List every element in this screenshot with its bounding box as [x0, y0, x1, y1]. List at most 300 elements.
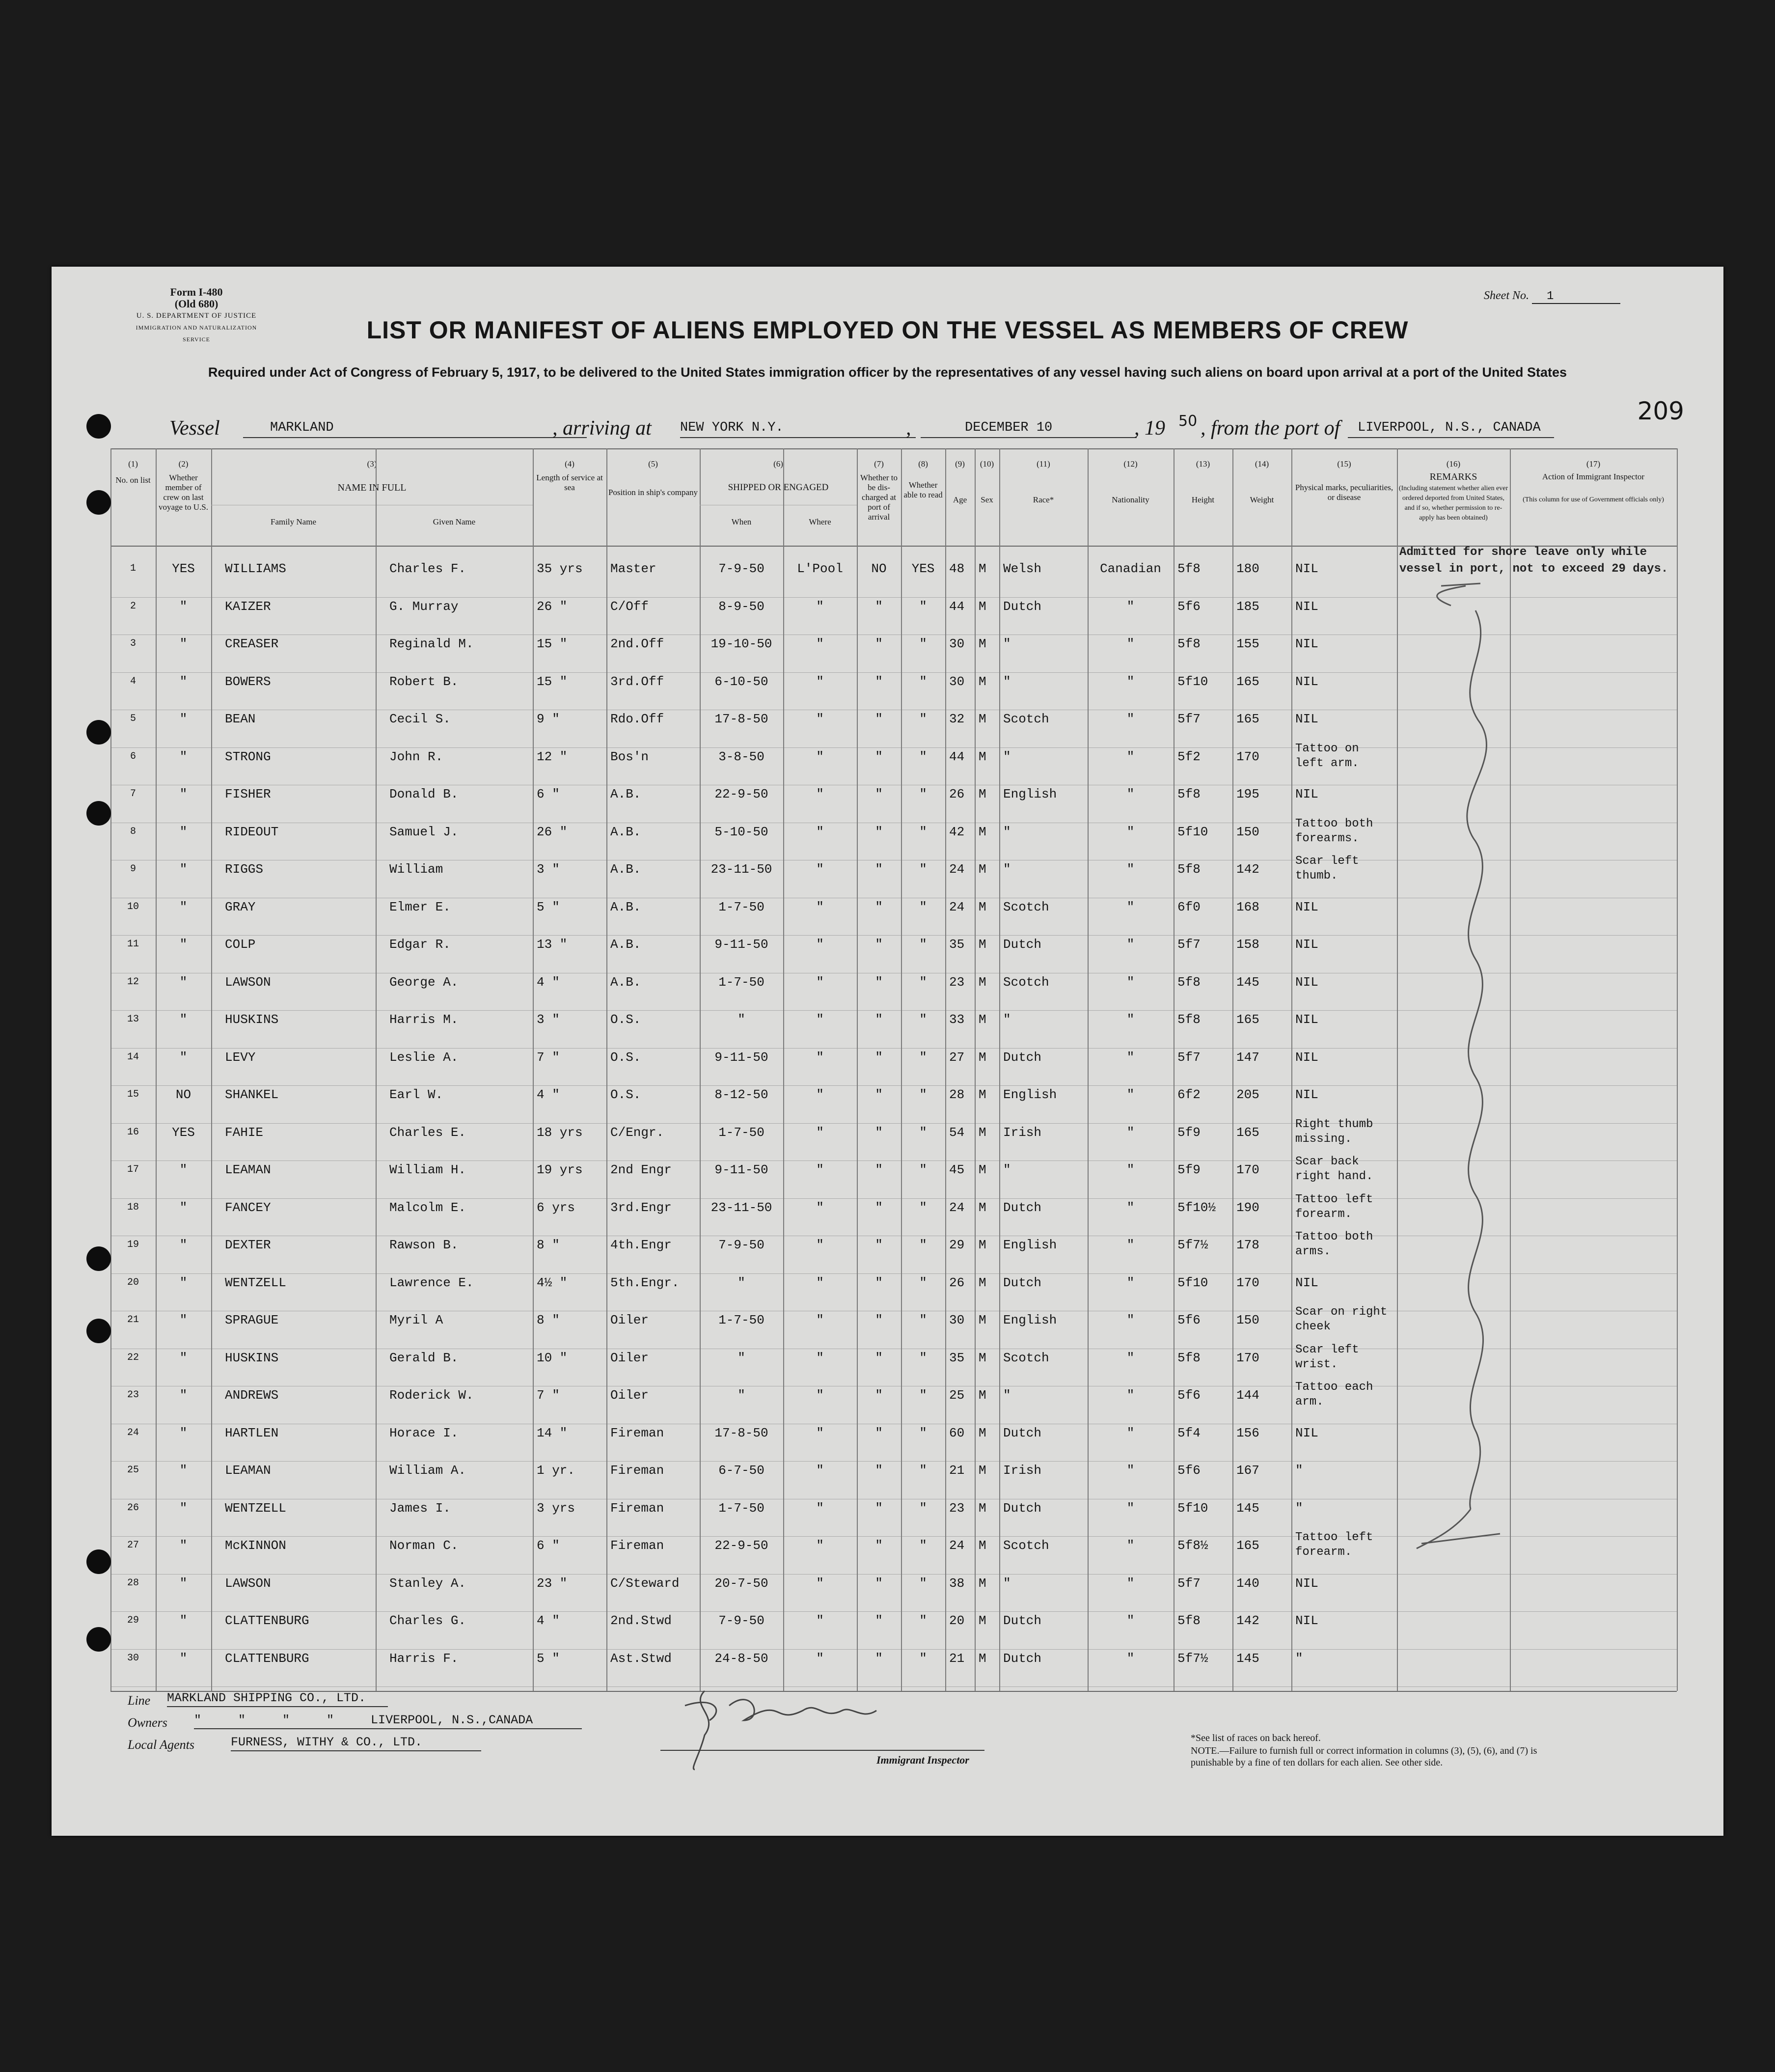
cell-sex: M	[979, 1500, 986, 1516]
departure-port: LIVERPOOL, N.S., CANADA	[1358, 420, 1541, 435]
cell-weight: 178	[1236, 1238, 1259, 1252]
cell-given: William A.	[389, 1463, 466, 1478]
column-rule	[1291, 448, 1292, 1691]
cell-disch: "	[875, 1651, 883, 1666]
cell-sex: M	[979, 1313, 986, 1327]
header-c10: Sex	[981, 495, 993, 504]
cell-last: "	[179, 1238, 188, 1252]
cell-read: "	[919, 599, 927, 614]
cell-no: 6	[130, 750, 136, 762]
cell-height: 5f9	[1177, 1125, 1201, 1140]
cell-weight: 150	[1236, 824, 1259, 839]
header-c9n: (9)	[955, 459, 965, 469]
cell-where: "	[816, 674, 824, 689]
cell-last: "	[179, 749, 188, 764]
cell-family: ANDREWS	[225, 1388, 279, 1403]
cell-last: "	[179, 787, 188, 801]
cell-where: "	[816, 599, 824, 614]
cell-nat: "	[1126, 1388, 1135, 1403]
cell-no: 20	[127, 1276, 139, 1288]
cell-service: 10 "	[537, 1350, 568, 1365]
cell-service: 5 "	[537, 1651, 560, 1666]
cell-weight: 142	[1236, 1613, 1259, 1628]
cell-when: 7-9-50	[718, 1613, 765, 1628]
cell-when: "	[737, 1012, 745, 1027]
cell-where: "	[816, 1463, 824, 1478]
cell-where: "	[816, 1388, 824, 1403]
column-rule	[1510, 448, 1511, 1691]
cell-given: Edgar R.	[389, 937, 451, 952]
cell-position: 5th.Engr.	[610, 1275, 680, 1290]
cell-position: A.B.	[610, 974, 641, 990]
cell-last: "	[179, 862, 188, 877]
cell-family: HARTLEN	[225, 1425, 279, 1440]
cell-race: Dutch	[1003, 1613, 1042, 1628]
column-rule	[975, 448, 976, 1691]
cell-read: "	[919, 674, 927, 689]
cell-weight: 147	[1236, 1050, 1259, 1065]
cell-weight: 170	[1236, 749, 1259, 764]
cell-disch: "	[875, 1200, 883, 1215]
cell-weight: 165	[1236, 1538, 1259, 1553]
cell-position: Oiler	[610, 1388, 649, 1403]
cell-position: O.S.	[610, 1012, 641, 1027]
cell-sex: M	[979, 1125, 986, 1140]
cell-read: "	[919, 1651, 927, 1666]
cell-disch: "	[875, 1162, 883, 1177]
cell-when: 17-8-50	[714, 712, 768, 726]
header-c11n: (11)	[1037, 459, 1050, 469]
cell-disch: "	[875, 1613, 883, 1628]
cell-position: Oiler	[610, 1313, 649, 1327]
document-subtitle: Required under Act of Congress of February 5, 1917, to be delivered to the United States immigration officer by the representatives of any vessel having such aliens on board upon arrival at a port of the United States	[208, 365, 1567, 380]
row-rule	[110, 1649, 1677, 1650]
cell-height: 5f7½	[1177, 1651, 1208, 1666]
cell-height: 5f4	[1177, 1425, 1201, 1440]
cell-sex: M	[979, 1575, 986, 1591]
cell-sex: M	[979, 1463, 986, 1478]
cell-given: William	[389, 862, 443, 877]
cell-disch: "	[875, 749, 883, 764]
cell-service: 7 "	[537, 1388, 560, 1403]
cell-age: 24	[949, 862, 965, 877]
cell-given: James I.	[389, 1500, 451, 1516]
cell-when: 17-8-50	[714, 1425, 768, 1440]
cell-family: WENTZELL	[225, 1275, 286, 1290]
cell-when: 19-10-50	[710, 636, 772, 651]
voyage-line: Vessel MARKLAND , arriving at NEW YORK N.Y. , DECEMBER 10 , 19 50 , from the port of LIVERPOOL, N.S., CANADA	[169, 416, 1554, 441]
cell-sex: M	[979, 937, 986, 952]
column-rule	[1677, 448, 1678, 1691]
cell-race: "	[1003, 674, 1011, 689]
header-c6n: (6)	[773, 459, 783, 469]
cell-nat: "	[1126, 1200, 1135, 1215]
cell-age: 20	[949, 1613, 965, 1628]
arrival-port: NEW YORK N.Y.	[680, 420, 784, 435]
cell-given: George A.	[389, 974, 459, 990]
cell-read: "	[919, 1575, 927, 1591]
cell-when: 3-8-50	[718, 749, 765, 764]
cell-age: 30	[949, 674, 965, 689]
cell-disch: "	[875, 824, 883, 839]
sheet-number	[1484, 289, 1620, 304]
punch-hole	[86, 1549, 111, 1574]
header-c16: REMARKS	[1429, 471, 1477, 482]
cell-given: Cecil S.	[389, 712, 451, 726]
cell-service: 23 "	[537, 1575, 568, 1591]
cell-no: 28	[127, 1577, 139, 1589]
cell-marks: Right thumb missing.	[1295, 1117, 1373, 1146]
cell-position: A.B.	[610, 787, 641, 801]
cell-service: 1 yr.	[537, 1463, 575, 1478]
cell-service: 8 "	[537, 1313, 560, 1327]
cell-marks: NIL	[1295, 787, 1318, 801]
cell-where: "	[816, 1012, 824, 1027]
shipping-line: MARKLAND SHIPPING CO., LTD.	[167, 1691, 388, 1707]
cell-height: 5f2	[1177, 749, 1201, 764]
cell-service: 26 "	[537, 599, 568, 614]
cell-where: L'Pool	[797, 561, 843, 576]
cell-where: "	[816, 862, 824, 877]
sheet-value: 1	[1532, 290, 1620, 304]
header-c3a: Family Name	[270, 517, 316, 526]
cell-height: 5f10	[1177, 1275, 1208, 1290]
header-c8: Whether able to read	[903, 480, 943, 499]
cell-nat: "	[1126, 787, 1135, 801]
cell-last: "	[179, 1538, 188, 1553]
cell-race: Dutch	[1003, 1500, 1042, 1516]
cell-nat: "	[1126, 599, 1135, 614]
cell-disch: "	[875, 674, 883, 689]
cell-family: LEAMAN	[225, 1162, 271, 1177]
cell-disch: "	[875, 1275, 883, 1290]
cell-read: "	[919, 749, 927, 764]
cell-family: RIDEOUT	[225, 824, 279, 839]
cell-where: "	[816, 1425, 824, 1440]
cell-height: 5f9	[1177, 1162, 1201, 1177]
cell-race: "	[1003, 1162, 1011, 1177]
cell-marks: Scar back right hand.	[1295, 1155, 1373, 1183]
cell-nat: "	[1126, 712, 1135, 726]
header-c16s: (Including statement whether alien ever ordered deported from United States, and if so, whether permission to re-apply has been obtained)	[1398, 485, 1508, 522]
cell-service: 3 yrs	[537, 1500, 575, 1516]
cell-family: LAWSON	[225, 974, 271, 990]
penalty-note: NOTE.—Failure to furnish full or correct information in columns (3), (5), (6), and (7) is punishable by a fine of ten dollars for each alien. See other side.	[1191, 1745, 1537, 1768]
form-id: Form I-480	[170, 286, 223, 298]
sheet-label: Sheet No.	[1484, 289, 1529, 302]
cell-sex: M	[979, 899, 986, 914]
cell-no: 11	[127, 939, 139, 950]
department: U. S. DEPARTMENT OF JUSTICE	[136, 312, 257, 320]
cell-where: "	[816, 1087, 824, 1102]
cell-service: 6 "	[537, 1538, 560, 1553]
column-rule	[211, 448, 212, 1691]
cell-no: 8	[130, 826, 136, 837]
cell-position: C/Engr.	[610, 1125, 664, 1140]
cell-read: "	[919, 974, 927, 990]
cell-given: Harris M.	[389, 1012, 459, 1027]
cell-position: 2nd.Stwd	[610, 1613, 672, 1628]
cell-where: "	[816, 1275, 824, 1290]
header-sub-rule	[376, 505, 377, 546]
cell-no: 9	[130, 863, 136, 875]
header-c13n: (13)	[1196, 459, 1210, 469]
cell-given: Stanley A.	[389, 1575, 466, 1591]
arrival-year: 50	[1178, 413, 1198, 430]
row-rule	[110, 1611, 1677, 1612]
cell-where: "	[816, 749, 824, 764]
cell-weight: 195	[1236, 787, 1259, 801]
cell-weight: 185	[1236, 599, 1259, 614]
cell-race: "	[1003, 862, 1011, 877]
cell-no: 12	[127, 976, 139, 988]
cell-read: "	[919, 1200, 927, 1215]
cell-where: "	[816, 974, 824, 990]
cell-position: 2nd.Off	[610, 636, 664, 651]
cell-when: 1-7-50	[718, 899, 765, 914]
cell-height: 5f8	[1177, 561, 1201, 576]
cell-read: "	[919, 1275, 927, 1290]
header-c15: Physical marks, peculiarities, or disease	[1295, 483, 1393, 502]
cell-family: LEAMAN	[225, 1463, 271, 1478]
header-sub-rule	[783, 505, 784, 546]
cell-race: "	[1003, 1388, 1011, 1403]
cell-marks: "	[1295, 1463, 1303, 1478]
cell-age: 33	[949, 1012, 965, 1027]
cell-disch: "	[875, 636, 883, 651]
cell-when: "	[737, 1388, 745, 1403]
cell-sex: M	[979, 749, 986, 764]
cell-marks: "	[1295, 1500, 1303, 1516]
cell-marks: Tattoo on left arm.	[1295, 742, 1359, 770]
cell-position: Bos'n	[610, 749, 649, 764]
cell-disch: "	[875, 1388, 883, 1403]
cell-marks: NIL	[1295, 636, 1318, 651]
cell-nat: "	[1126, 974, 1135, 990]
cell-last: YES	[172, 561, 195, 576]
cell-weight: 140	[1236, 1575, 1259, 1591]
cell-nat: "	[1126, 1651, 1135, 1666]
cell-family: BOWERS	[225, 674, 271, 689]
cell-marks: NIL	[1295, 974, 1318, 990]
cell-height: 5f10	[1177, 674, 1208, 689]
vessel-name: MARKLAND	[270, 420, 334, 435]
cell-given: Reginald M.	[389, 636, 474, 651]
cell-family: SPRAGUE	[225, 1313, 279, 1327]
agents-label: Local Agents	[128, 1738, 195, 1752]
cell-read: "	[919, 1538, 927, 1553]
cell-when: 9-11-50	[714, 1050, 768, 1065]
cell-height: 5f6	[1177, 1388, 1201, 1403]
cell-service: 3 "	[537, 1012, 560, 1027]
cell-sex: M	[979, 787, 986, 801]
cell-given: Norman C.	[389, 1538, 459, 1553]
punch-hole	[86, 490, 111, 515]
cell-marks: NIL	[1295, 1087, 1318, 1102]
cell-height: 5f6	[1177, 1463, 1201, 1478]
cell-read: "	[919, 1313, 927, 1327]
cell-no: 14	[127, 1051, 139, 1063]
header-c3b: Given Name	[433, 517, 476, 526]
cell-height: 5f6	[1177, 599, 1201, 614]
cell-nat: "	[1126, 1313, 1135, 1327]
cell-race: English	[1003, 1087, 1057, 1102]
cell-family: GRAY	[225, 899, 256, 914]
punch-hole	[86, 1319, 111, 1343]
cell-when: 24-8-50	[714, 1651, 768, 1666]
cell-no: 18	[127, 1201, 139, 1213]
header-c17n: (17)	[1586, 459, 1601, 469]
cell-service: 6 "	[537, 787, 560, 801]
cell-weight: 145	[1236, 1500, 1259, 1516]
cell-age: 25	[949, 1388, 965, 1403]
vessel-label: Vessel	[169, 417, 220, 440]
cell-age: 26	[949, 1275, 965, 1290]
cell-family: FAHIE	[225, 1125, 264, 1140]
cell-marks: Tattoo each arm.	[1295, 1381, 1373, 1409]
cell-weight: 144	[1236, 1388, 1259, 1403]
cell-where: "	[816, 1313, 824, 1327]
cell-weight: 150	[1236, 1313, 1259, 1327]
cell-given: Leslie A.	[389, 1050, 459, 1065]
cell-no: 21	[127, 1314, 139, 1326]
cell-where: "	[816, 1538, 824, 1553]
cell-given: Malcolm E.	[389, 1200, 466, 1215]
cell-family: CLATTENBURG	[225, 1613, 309, 1628]
cell-race: Dutch	[1003, 1050, 1042, 1065]
cell-marks: NIL	[1295, 561, 1318, 576]
cell-last: "	[179, 937, 188, 952]
cell-sex: M	[979, 1613, 986, 1628]
cell-read: "	[919, 1087, 927, 1102]
cell-marks: NIL	[1295, 937, 1318, 952]
cell-last: "	[179, 1575, 188, 1591]
header-c5n: (5)	[648, 459, 658, 469]
cell-nat: "	[1126, 1350, 1135, 1365]
cell-weight: 170	[1236, 1162, 1259, 1177]
cell-read: "	[919, 899, 927, 914]
cell-family: KAIZER	[225, 599, 271, 614]
cell-marks: NIL	[1295, 899, 1318, 914]
cell-marks: Scar left wrist.	[1295, 1343, 1359, 1371]
cell-last: "	[179, 1012, 188, 1027]
cell-given: Earl W.	[389, 1087, 443, 1102]
cell-service: 4 "	[537, 974, 560, 990]
cell-age: 38	[949, 1575, 965, 1591]
header-c11: Race*	[1033, 495, 1054, 504]
cell-sex: M	[979, 599, 986, 614]
cell-race: Dutch	[1003, 599, 1042, 614]
column-rule	[783, 448, 784, 1691]
cell-height: 5f8	[1177, 636, 1201, 651]
cell-age: 45	[949, 1162, 965, 1177]
cell-given: Myril A	[389, 1313, 443, 1327]
cell-given: John R.	[389, 749, 443, 764]
cell-given: Lawrence E.	[389, 1275, 474, 1290]
crew-table	[110, 448, 1677, 1691]
cell-where: "	[816, 1238, 824, 1252]
cell-age: 35	[949, 937, 965, 952]
cell-weight: 170	[1236, 1275, 1259, 1290]
cell-read: "	[919, 636, 927, 651]
cell-age: 24	[949, 1200, 965, 1215]
cell-nat: "	[1126, 1238, 1135, 1252]
header-c2: Whether member of crew on last voyage to U.S.	[158, 473, 209, 512]
cell-where: "	[816, 1613, 824, 1628]
cell-nat: "	[1126, 1463, 1135, 1478]
cell-race: English	[1003, 1238, 1057, 1252]
cell-no: 1	[130, 563, 136, 574]
cell-position: 2nd Engr	[610, 1162, 672, 1177]
column-rule	[999, 448, 1000, 1691]
column-rule	[1397, 448, 1398, 1691]
cell-age: 28	[949, 1087, 965, 1102]
cell-marks: Scar left thumb.	[1295, 855, 1359, 883]
cell-weight: 168	[1236, 899, 1259, 914]
cell-given: Charles F.	[389, 561, 466, 576]
cell-no: 22	[127, 1352, 139, 1363]
cell-weight: 145	[1236, 974, 1259, 990]
cell-given: Harris F.	[389, 1651, 459, 1666]
cell-last: "	[179, 1200, 188, 1215]
cell-nat: Canadian	[1100, 561, 1161, 576]
cell-where: "	[816, 1575, 824, 1591]
page-number: 209	[1637, 397, 1684, 425]
cell-race: English	[1003, 787, 1057, 801]
cell-sex: M	[979, 974, 986, 990]
cell-age: 29	[949, 1238, 965, 1252]
cell-age: 21	[949, 1463, 965, 1478]
cell-service: 18 yrs	[537, 1125, 583, 1140]
header-c10n: (10)	[980, 459, 994, 469]
cell-height: 5f8	[1177, 862, 1201, 877]
cell-family: SHANKEL	[225, 1087, 279, 1102]
cell-nat: "	[1126, 1087, 1135, 1102]
header-c3n: (3)	[367, 459, 377, 469]
line-label: Line	[128, 1693, 151, 1708]
cell-age: 30	[949, 1313, 965, 1327]
cell-last: "	[179, 1613, 188, 1628]
cell-disch: "	[875, 787, 883, 801]
cell-service: 8 "	[537, 1238, 560, 1252]
header-c6b: Where	[809, 517, 831, 526]
cell-position: C/Steward	[610, 1575, 680, 1591]
cell-weight: 145	[1236, 1651, 1259, 1666]
cell-race: Scotch	[1003, 1350, 1049, 1365]
cell-sex: M	[979, 1162, 986, 1177]
cell-when: 1-7-50	[718, 974, 765, 990]
cell-age: 24	[949, 899, 965, 914]
cell-position: 4th.Engr	[610, 1238, 672, 1252]
cell-given: Roderick W.	[389, 1388, 474, 1403]
cell-weight: 190	[1236, 1200, 1259, 1215]
cell-no: 29	[127, 1615, 139, 1626]
cell-no: 4	[130, 675, 136, 687]
cell-weight: 165	[1236, 712, 1259, 726]
cell-service: 19 yrs	[537, 1162, 583, 1177]
manifest-sheet	[52, 267, 1723, 1836]
cell-height: 6f0	[1177, 899, 1201, 914]
cell-when: 6-10-50	[714, 674, 768, 689]
races-note: *See list of races on back hereof.	[1191, 1733, 1321, 1743]
local-agents: FURNESS, WITHY & CO., LTD.	[231, 1735, 481, 1751]
cell-read: "	[919, 1350, 927, 1365]
cell-no: 16	[127, 1126, 139, 1138]
cell-given: Rawson B.	[389, 1238, 459, 1252]
cell-service: 4½ "	[537, 1275, 568, 1290]
cell-nat: "	[1126, 1425, 1135, 1440]
cell-race: English	[1003, 1313, 1057, 1327]
